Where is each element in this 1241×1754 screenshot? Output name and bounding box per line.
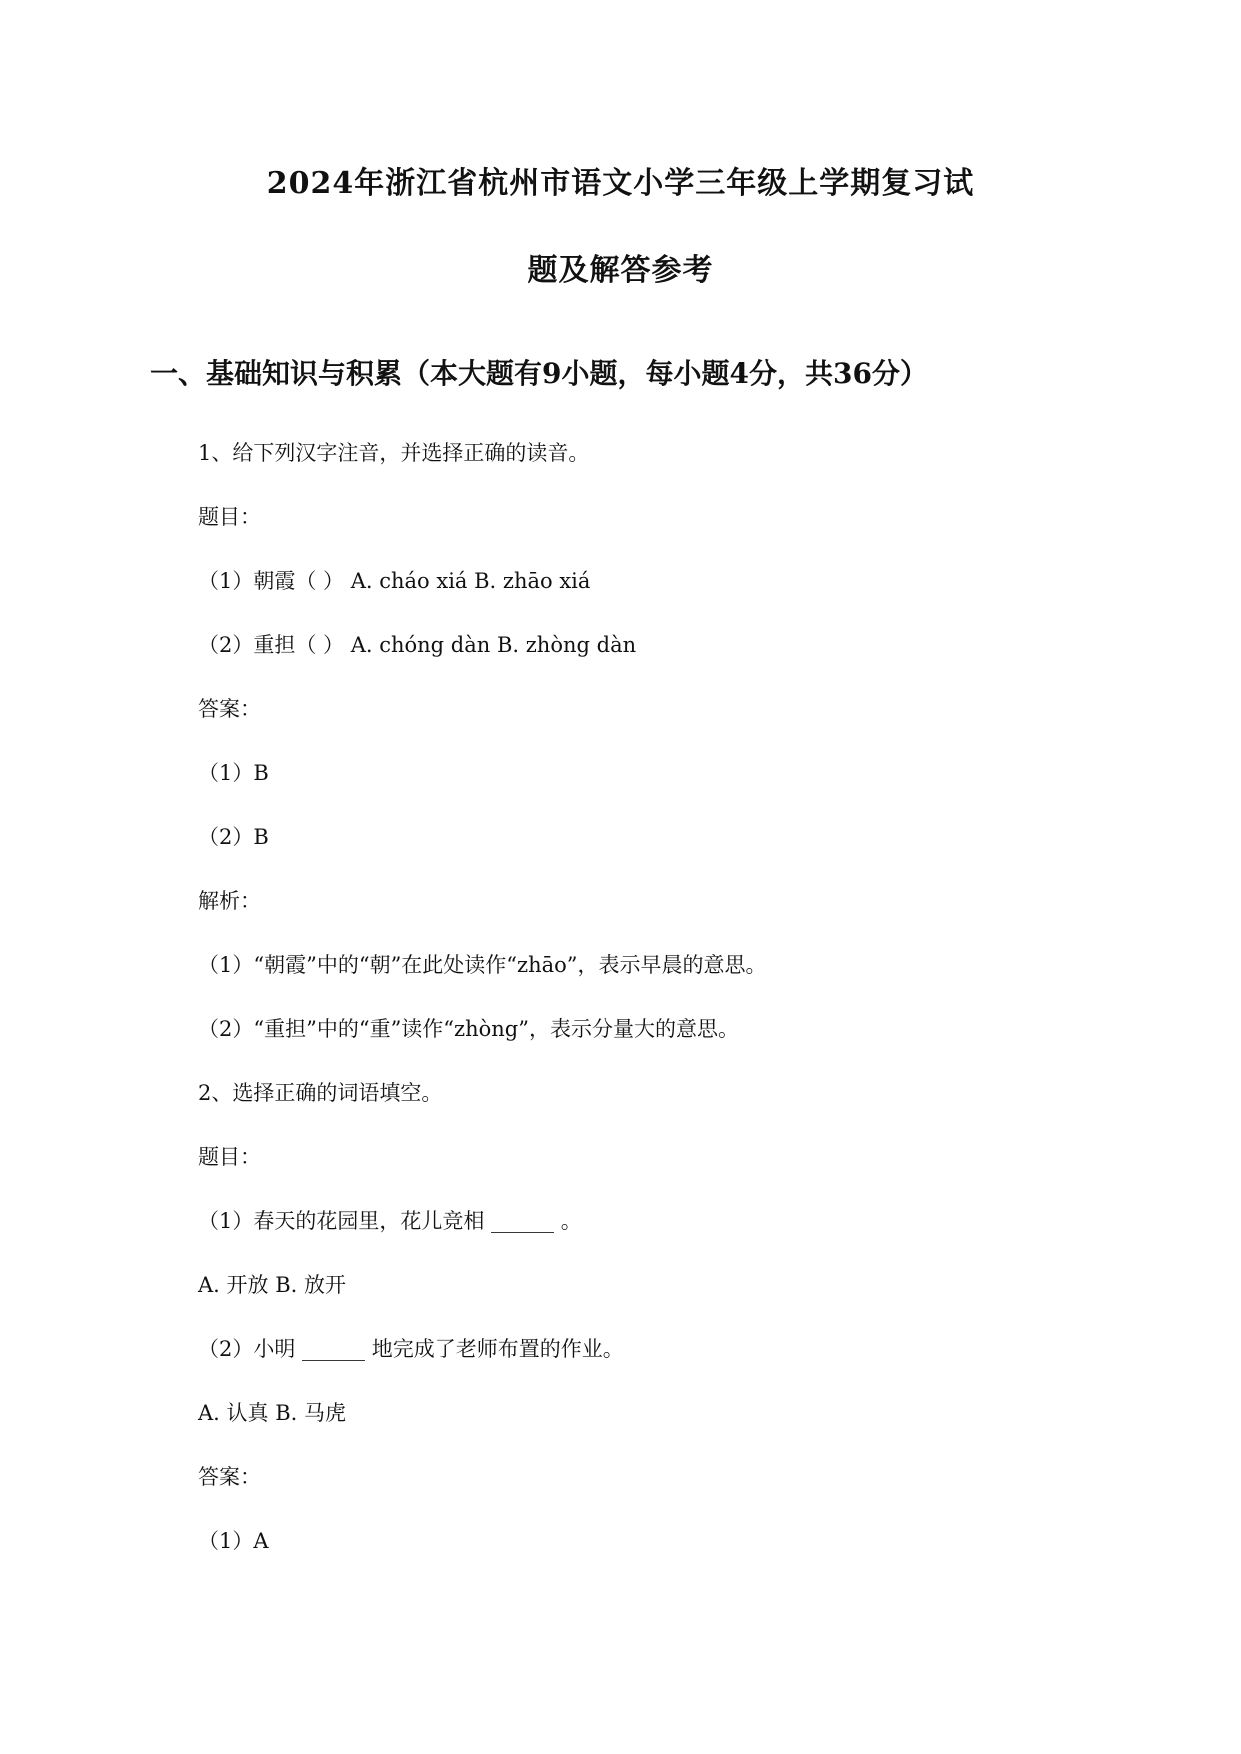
document-title-line-1: 2024年浙江省杭州市语文小学三年级上学期复习试 <box>266 166 975 201</box>
question-label: 题目： <box>198 505 261 529</box>
document-title-line-2: 题及解答参考 <box>527 253 714 288</box>
answer-item: （1）A <box>198 1529 269 1553</box>
question-options: A. 开放 B. 放开 <box>198 1273 346 1297</box>
question-options: A. 认真 B. 马虎 <box>198 1401 346 1425</box>
analysis-label: 解析： <box>198 889 261 913</box>
analysis-item: （2）“重担”中的“重”读作“zhòng”，表示分量大的意思。 <box>198 1017 739 1041</box>
analysis-item: （1）“朝霞”中的“朝”在此处读作“zhāo”，表示早晨的意思。 <box>198 953 767 977</box>
question-2-prompt: 2、选择正确的词语填空。 <box>198 1081 443 1105</box>
answer-label: 答案： <box>198 697 261 721</box>
question-item: （2）小明 ______ 地完成了老师布置的作业。 <box>198 1337 624 1361</box>
question-1-prompt: 1、给下列汉字注音，并选择正确的读音。 <box>198 441 590 465</box>
answer-item: （1）B <box>198 761 269 785</box>
section-heading: 一、基础知识与积累（本大题有9小题，每小题4分，共36分） <box>150 357 928 390</box>
question-item: （1）朝霞（ ） A. cháo xiá B. zhāo xiá <box>198 569 591 593</box>
question-label: 题目： <box>198 1145 261 1169</box>
answer-item: （2）B <box>198 825 269 849</box>
question-item: （1）春天的花园里，花儿竞相 ______ 。 <box>198 1209 582 1233</box>
answer-label: 答案： <box>198 1465 261 1489</box>
question-item: （2）重担（ ） A. chóng dàn B. zhòng dàn <box>198 633 637 657</box>
